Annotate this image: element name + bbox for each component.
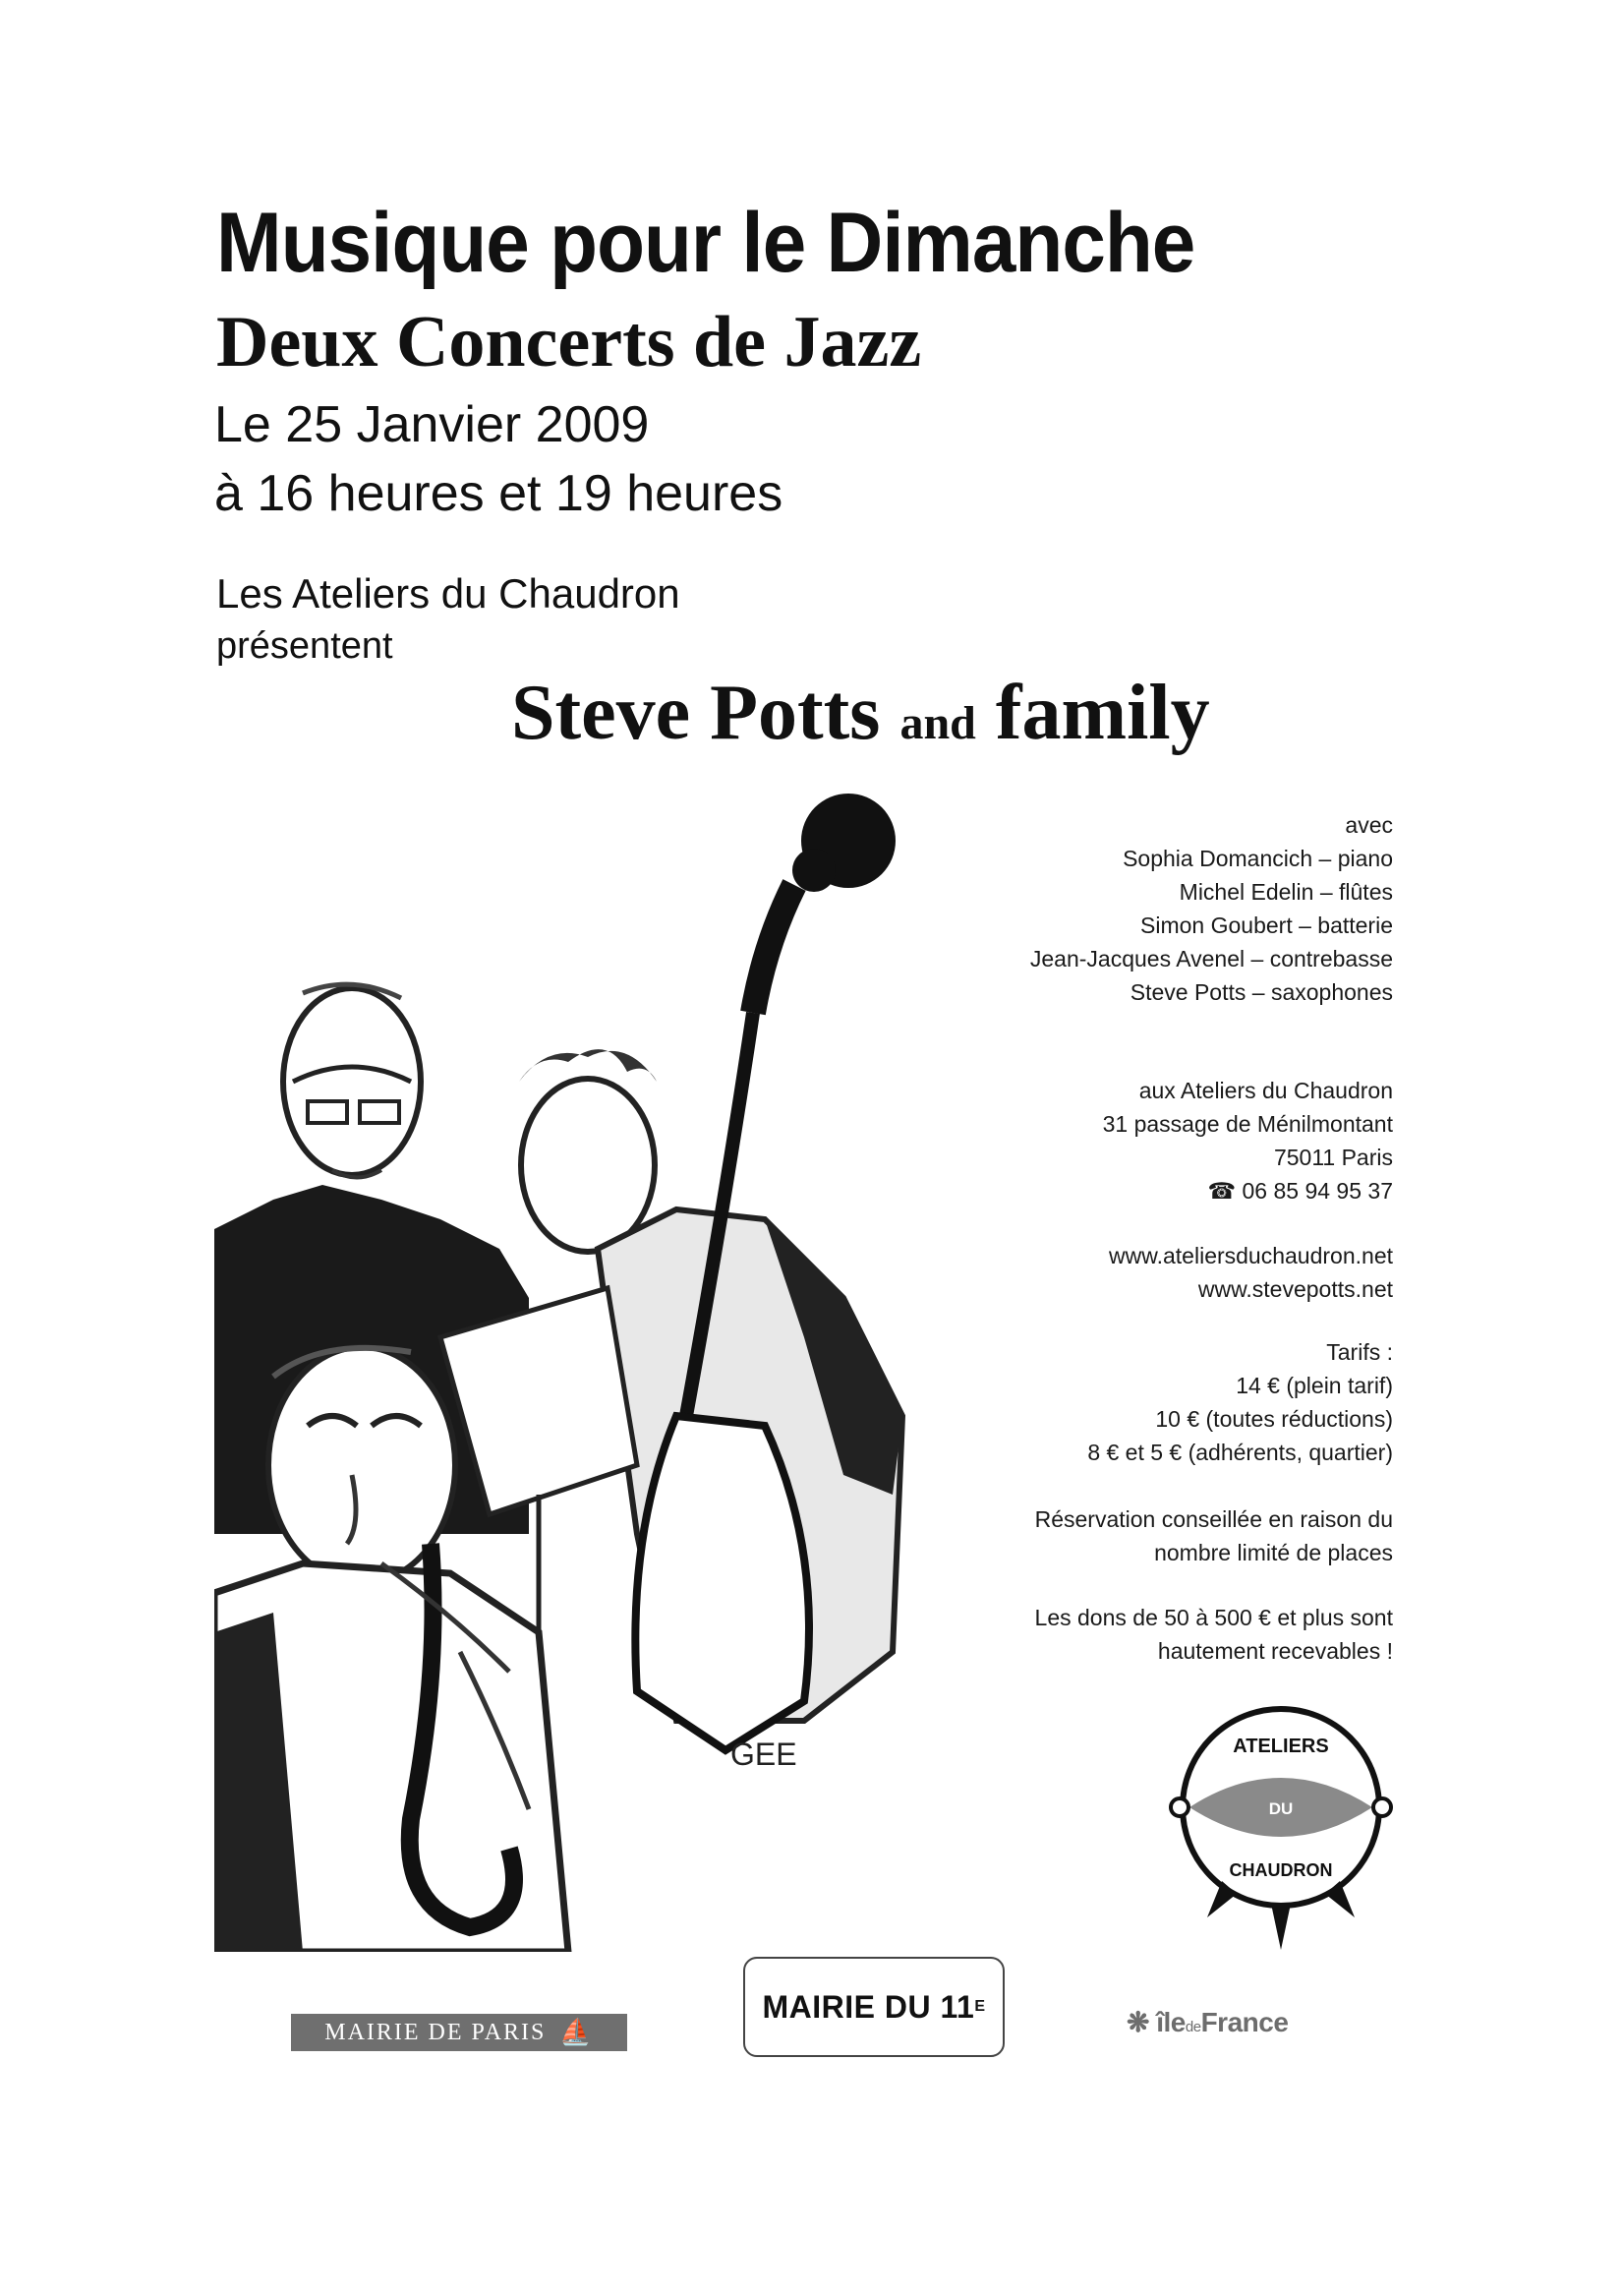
- artist-family: family: [995, 670, 1210, 756]
- lineup-intro: avec: [1345, 812, 1393, 838]
- lineup-item: Michel Edelin – flûtes: [1179, 879, 1393, 905]
- jazz-musicians-illustration: [214, 787, 971, 1952]
- lineup-item: Sophia Domancich – piano: [1123, 846, 1393, 871]
- reservation-note: [1035, 1502, 1393, 1569]
- event-title: Musique pour le Dimanche: [216, 196, 1195, 290]
- presents-text: présentent: [216, 625, 393, 667]
- mairie-de-paris-logo: [291, 2014, 627, 2051]
- pricing-block: [1087, 1335, 1393, 1469]
- artist-and: and: [899, 697, 976, 749]
- websites-block: [1109, 1239, 1393, 1306]
- venue-block: [1103, 1074, 1393, 1207]
- logo-text-du: DU: [1268, 1799, 1294, 1818]
- logo-text-chaudron: CHAUDRON: [1229, 1860, 1333, 1880]
- star-icon: ❋: [1127, 2007, 1149, 2037]
- donations-note: [1035, 1601, 1393, 1668]
- paris-ship-icon: ⛵: [559, 2018, 594, 2046]
- venue-phone: 06 85 94 95 37: [1242, 1178, 1393, 1204]
- pricing-item: 8 € et 5 € (adhérents, quartier): [1087, 1440, 1393, 1465]
- event-subtitle: Deux Concerts de Jazz: [216, 302, 922, 383]
- pricing-title: Tarifs :: [1326, 1339, 1393, 1365]
- artist-main: Steve Potts: [511, 670, 881, 756]
- presenter-name: Les Ateliers du Chaudron: [216, 570, 680, 617]
- reservation-line: nombre limité de places: [1154, 1540, 1393, 1565]
- idf-france: France: [1200, 2007, 1289, 2037]
- mairie-paris-text: MAIRIE DE PARIS: [324, 2019, 547, 2045]
- artist-signature: GEE: [730, 1737, 797, 1772]
- ile-de-france-logo: [1127, 2006, 1288, 2038]
- event-times: à 16 heures et 19 heures: [214, 465, 783, 522]
- donations-line: hautement recevables !: [1157, 1638, 1393, 1664]
- venue-name: aux Ateliers du Chaudron: [1138, 1078, 1393, 1103]
- venue-phone-line: [1103, 1174, 1393, 1207]
- lineup-item: Steve Potts – saxophones: [1130, 979, 1393, 1005]
- website-link[interactable]: www.stevepotts.net: [1197, 1276, 1393, 1302]
- logo-text-ateliers: ATELIERS: [1233, 1736, 1329, 1757]
- artist-heading: [511, 669, 1210, 758]
- lineup-item: Jean-Jacques Avenel – contrebasse: [1029, 946, 1393, 971]
- mairie-du-11e-logo: [743, 1957, 1005, 2057]
- pricing-item: 14 € (plein tarif): [1236, 1373, 1393, 1398]
- idf-ile: île: [1156, 2007, 1186, 2037]
- lineup-block: [1030, 808, 1393, 1009]
- venue-city: 75011 Paris: [1273, 1145, 1393, 1170]
- phone-icon: ☎: [1207, 1178, 1237, 1204]
- pricing-item: 10 € (toutes réductions): [1155, 1406, 1393, 1432]
- ateliers-du-chaudron-logo: [1168, 1689, 1394, 1955]
- lineup-item: Simon Goubert – batterie: [1140, 913, 1393, 938]
- venue-street: 31 passage de Ménilmontant: [1102, 1111, 1393, 1137]
- mairie-11-sup: E: [974, 1998, 986, 2015]
- website-link[interactable]: www.ateliersduchaudron.net: [1109, 1243, 1393, 1268]
- idf-de: de: [1185, 2019, 1201, 2035]
- mairie-11-text: MAIRIE DU 11: [762, 1988, 975, 2025]
- reservation-line: Réservation conseillée en raison du: [1034, 1506, 1393, 1532]
- event-date: Le 25 Janvier 2009: [214, 396, 650, 453]
- donations-line: Les dons de 50 à 500 € et plus sont: [1034, 1605, 1393, 1630]
